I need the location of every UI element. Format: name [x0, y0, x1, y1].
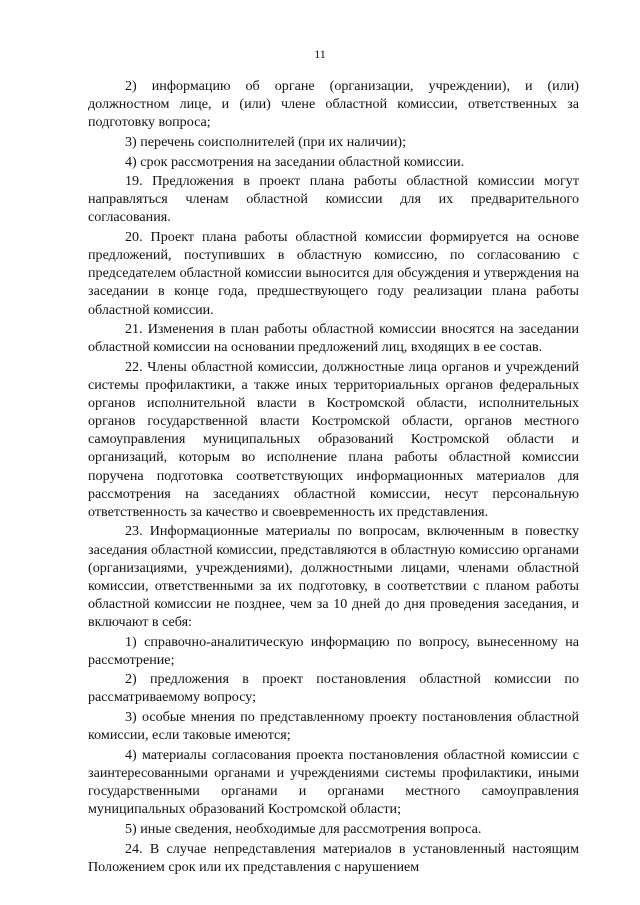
paragraph-23-item-4: 4) материалы согласования проекта постановления областной комиссии с заинтересованными органами и учреждениями системы профилактики, иными государственными органами и органами местного самоуправления муниципальных образований Костромской области; [88, 746, 579, 818]
paragraph-19: 19. Предложения в проект плана работы областной комиссии могут направляться членам областной комиссии для их предварительного согласования. [88, 173, 579, 226]
paragraph-23-item-5: 5) иные сведения, необходимые для рассмотрения вопроса. [125, 820, 482, 837]
paragraph-24: 24. В случае непредставления материалов в установленный настоящим Положением срок или их представления с нарушением [88, 840, 579, 875]
paragraph-23: 23. Информационные материалы по вопросам, включенным в повестку заседания областной комиссии, представляются в областную комиссию органами (организациями, учреждениями), должностными лицами, членами областной комиссии, ответственными за их подготовку, в соответствии с планом работы областной комиссии не позднее, чем за 10 дней до дня проведения заседания, и включают в себя: [88, 523, 579, 630]
paragraph-23-item-1: 1) справочно-аналитическую информацию по вопросу, вынесенному на рассмотрение; [88, 633, 579, 668]
paragraph-20: 20. Проект плана работы областной комиссии формируется на основе предложений, поступивших в областную комиссию, по согласованию с председателем областной комиссии выносится для обсуждения и утверждения на заседании в конце года, предшествующего году реализации плана работы областной комиссии. [88, 229, 579, 318]
page-number: 11 [314, 47, 326, 61]
paragraph-22: 22. Члены областной комиссии, должностные лица органов и учреждений системы профилактики, а также иных территориальных органов федеральных органов исполнительной власти в Костромской области, исполнительных органов государственной власти Костромской области, органов местного самоуправления муниципальных образований Костромской области и организаций, которым во исполнение плана работы областной комиссии поручена подготовка соответствующих информационных материалов для рассмотрения на заседаниях областной комиссии, несут персональную ответственность за качество и своевременность их представления. [88, 358, 579, 520]
paragraph-23-item-3: 3) особые мнения по представленному проекту постановления областной комиссии, если таковые имеются; [88, 709, 579, 744]
paragraph-item-2: 2) информацию об органе (организации, учреждении), и (или) должностном лице, и (или) члене областной комиссии, ответственных за подготовку вопроса; [88, 78, 579, 131]
document-body [88, 77, 579, 877]
paragraph-21: 21. Изменения в план работы областной комиссии вносятся на заседании областной комиссии на основании предложений лиц, входящих в ее состав. [88, 321, 579, 356]
paragraph-item-4: 4) срок рассмотрения на заседании областной комиссии. [125, 153, 465, 170]
paragraph-item-3: 3) перечень соисполнителей (при их наличии); [125, 133, 406, 150]
paragraph-23-item-2: 2) предложения в проект постановления областной комиссии по рассматриваемому вопросу; [88, 671, 579, 706]
